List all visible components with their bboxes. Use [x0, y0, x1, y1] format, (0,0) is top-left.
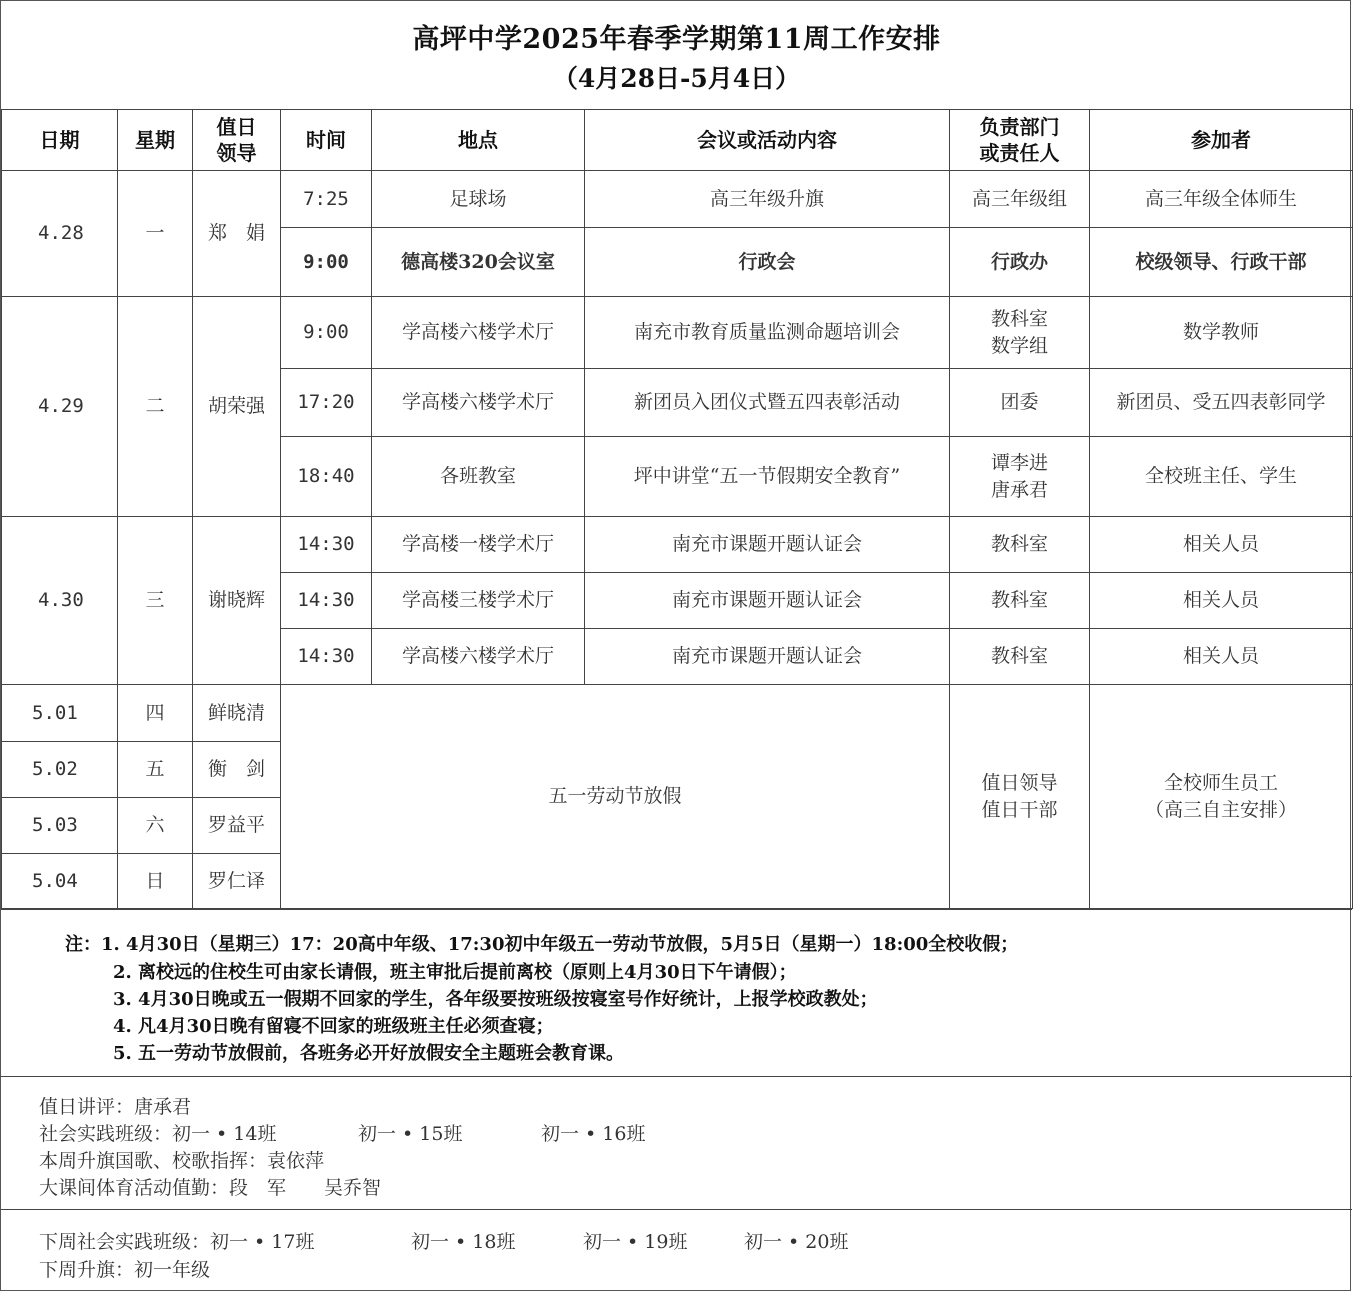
time-cell: 18:40	[281, 437, 372, 517]
place-cell: 德高楼320会议室	[372, 228, 585, 297]
place-cell: 学高楼六楼学术厅	[372, 629, 585, 685]
holiday-dept-cell: 值日领导 值日干部	[950, 685, 1090, 909]
note-item: 2. 离校远的住校生可由家长请假，班主审批后提前离校（原则上4月30日下午请假）；	[113, 962, 797, 983]
date-cell: 5.02	[2, 742, 118, 798]
holiday-attendees-cell: 全校师生员工 （高三自主安排）	[1090, 685, 1353, 909]
weekday-cell: 日	[118, 854, 193, 909]
content-cell: 高三年级升旗	[585, 171, 950, 228]
next-week-section	[1, 1210, 1352, 1292]
time-cell: 14:30	[281, 573, 372, 629]
col-header-date: 日期	[2, 110, 118, 171]
title-block	[1, 1, 1352, 110]
content-cell: 新团员入团仪式暨五四表彰活动	[585, 369, 950, 437]
notes-section	[1, 909, 1352, 1077]
table-row	[2, 171, 1353, 228]
content-cell: 南充市教育质量监测命题培训会	[585, 297, 950, 369]
next-class-item: 初一 • 19班	[583, 1231, 688, 1253]
pe-duty: 大课间体育活动值勤：段 军 吴乔智	[39, 1177, 382, 1199]
leader-cell: 衡 剑	[193, 742, 281, 798]
leader-cell: 罗仁译	[193, 854, 281, 909]
note-item: 3. 4月30日晚或五一假期不回家的学生，各年级要按班级按寝室号作好统计，上报学校政教处；	[113, 989, 878, 1010]
col-header-attendees: 参加者	[1090, 110, 1353, 171]
dept-cell: 高三年级组	[950, 171, 1090, 228]
time-cell: 9:00	[281, 228, 372, 297]
content-cell: 坪中讲堂“五一节假期安全教育”	[585, 437, 950, 517]
date-cell: 5.04	[2, 854, 118, 909]
col-header-place: 地点	[372, 110, 585, 171]
dept-cell: 教科室	[950, 629, 1090, 685]
attendees-cell: 校级领导、行政干部	[1090, 228, 1353, 297]
place-cell: 学高楼三楼学术厅	[372, 573, 585, 629]
date-cell: 4.28	[2, 171, 118, 297]
col-header-leader: 值日 领导	[193, 110, 281, 171]
attendees-cell: 相关人员	[1090, 573, 1353, 629]
attendees-cell: 相关人员	[1090, 517, 1353, 573]
practice-class-item: 初一 • 16班	[541, 1123, 646, 1145]
header-row	[2, 110, 1353, 171]
next-flag: 下周升旗：初一年级	[39, 1259, 211, 1281]
table-row	[2, 517, 1353, 573]
time-cell: 14:30	[281, 629, 372, 685]
place-cell: 学高楼六楼学术厅	[372, 297, 585, 369]
col-header-content: 会议或活动内容	[585, 110, 950, 171]
date-cell: 4.30	[2, 517, 118, 685]
time-cell: 7:25	[281, 171, 372, 228]
holiday-content-cell: 五一劳动节放假	[281, 685, 950, 909]
place-cell: 足球场	[372, 171, 585, 228]
place-cell: 学高楼一楼学术厅	[372, 517, 585, 573]
dept-cell: 谭李进 唐承君	[950, 437, 1090, 517]
schedule-table	[1, 109, 1353, 909]
table-row	[2, 685, 1353, 742]
date-cell: 5.03	[2, 798, 118, 854]
leader-cell: 胡荣强	[193, 297, 281, 517]
time-cell: 14:30	[281, 517, 372, 573]
flag-conductor: 本周升旗国歌、校歌指挥：袁依萍	[39, 1150, 325, 1172]
next-class-item: 初一 • 20班	[744, 1231, 849, 1253]
attendees-cell: 数学教师	[1090, 297, 1353, 369]
dept-cell: 团委	[950, 369, 1090, 437]
practice-class-item: 初一 • 15班	[358, 1123, 463, 1145]
leader-cell: 郑 娟	[193, 171, 281, 297]
date-cell: 5.01	[2, 685, 118, 742]
practice-classes: 社会实践班级：初一 • 14班	[39, 1123, 277, 1145]
weekday-cell: 二	[118, 297, 193, 517]
content-cell: 南充市课题开题认证会	[585, 573, 950, 629]
page-title: 高坪中学2025年春季学期第11周工作安排	[412, 24, 941, 55]
leader-cell: 罗益平	[193, 798, 281, 854]
next-practice-classes: 下周社会实践班级：初一 • 17班	[39, 1231, 315, 1253]
place-cell: 学高楼六楼学术厅	[372, 369, 585, 437]
leader-cell: 谢晓辉	[193, 517, 281, 685]
dept-cell: 教科室	[950, 517, 1090, 573]
duty-review: 值日讲评：唐承君	[39, 1096, 192, 1118]
attendees-cell: 相关人员	[1090, 629, 1353, 685]
place-cell: 各班教室	[372, 437, 585, 517]
note-item: 4. 凡4月30日晚有留寝不回家的班级班主任必须查寝；	[113, 1016, 554, 1037]
dept-cell: 行政办	[950, 228, 1090, 297]
attendees-cell: 新团员、受五四表彰同学	[1090, 369, 1353, 437]
note-item: 注：1. 4月30日（星期三）17：20高中年级、17:30初中年级五一劳动节放假，5月5日（星期一）18:00全校收假；	[65, 934, 1019, 955]
time-cell: 17:20	[281, 369, 372, 437]
weekday-cell: 一	[118, 171, 193, 297]
col-header-weekday: 星期	[118, 110, 193, 171]
content-cell: 行政会	[585, 228, 950, 297]
table-row	[2, 297, 1353, 369]
date-range-subtitle: （4月28日-5月4日）	[552, 64, 801, 93]
time-cell: 9:00	[281, 297, 372, 369]
dept-cell: 教科室 数学组	[950, 297, 1090, 369]
duty-info-section	[1, 1077, 1352, 1210]
attendees-cell: 高三年级全体师生	[1090, 171, 1353, 228]
attendees-cell: 全校班主任、学生	[1090, 437, 1353, 517]
date-cell: 4.29	[2, 297, 118, 517]
weekday-cell: 六	[118, 798, 193, 854]
col-header-dept: 负责部门 或责任人	[950, 110, 1090, 171]
content-cell: 南充市课题开题认证会	[585, 629, 950, 685]
col-header-time: 时间	[281, 110, 372, 171]
weekday-cell: 三	[118, 517, 193, 685]
weekday-cell: 五	[118, 742, 193, 798]
leader-cell: 鲜晓清	[193, 685, 281, 742]
weekday-cell: 四	[118, 685, 193, 742]
content-cell: 南充市课题开题认证会	[585, 517, 950, 573]
dept-cell: 教科室	[950, 573, 1090, 629]
note-item: 5. 五一劳动节放假前，各班务必开好放假安全主题班会教育课。	[113, 1043, 625, 1064]
next-class-item: 初一 • 18班	[411, 1231, 516, 1253]
